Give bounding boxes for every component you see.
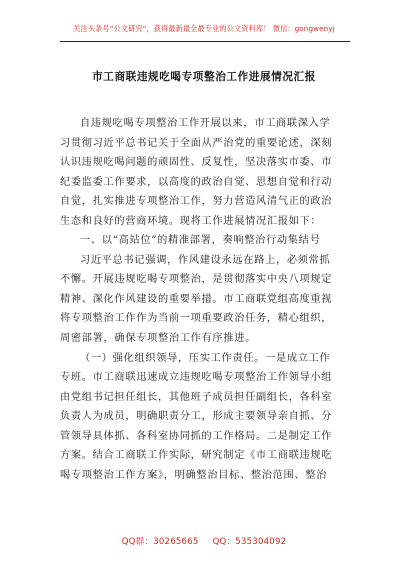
header-divider — [60, 41, 350, 42]
qq-number-text: QQ：535304092 — [212, 537, 287, 547]
document-title: 市工商联违规吃喝专项整治工作进展情况汇报 — [92, 71, 316, 83]
paragraph-line: 负责人为成员，明确职责分工，形成主要领导亲自抓、分 — [60, 411, 333, 423]
paragraph-line: 认识违规吃喝问题的顽固性、反复性，坚决落实市委、市 — [60, 157, 333, 169]
paragraph-line: 精神、深化作风建设的重要举措。市工商联党组高度重视 — [60, 293, 333, 305]
paragraph-line: 纪委监委工作要求，以高度的政治自觉、思想自觉和行动 — [60, 176, 333, 188]
paragraph-line: 自违规吃喝专项整治工作开展以来，市工商联深入学 — [80, 118, 331, 129]
paragraph-line: 不懈。开展违规吃喝专项整治，是贯彻落实中央八项规定 — [60, 274, 333, 286]
paragraph-line: （一）强化组织领导，压实工作责任。一是成立工作 — [80, 352, 331, 364]
paragraph-line: 专班。市工商联迅速成立违规吃喝专项整治工作领导小组 — [60, 372, 333, 384]
paragraph-line: 方案。结合工商联工作实际，研究制定《市工商联违规吃 — [60, 450, 333, 462]
document-body — [60, 114, 352, 485]
paragraph-line: 管领导具体抓、各科室协同抓的工作格局。二是制定工作 — [60, 430, 333, 442]
paragraph-line: 习近平总书记强调，作风建设永远在路上，必须常抓 — [80, 254, 331, 266]
paragraph-line: 由党组书记担任组长，其他班子成员担任副组长，各科室 — [60, 391, 333, 403]
promo-banner: 关注头条号“公文研究”，获得最新最全最专业的公文资料库！ 微信：gongwenyj — [73, 24, 335, 33]
paragraph-line: 自觉，扎实推进专项整治工作，努力营造风清气正的政治 — [60, 196, 333, 208]
paragraph-line: 习贯彻习近平总书记关于全面从严治党的重要论述，深刻 — [60, 137, 333, 149]
paragraph-line: 周密部署，确保专项整治工作有序推进。 — [60, 333, 256, 345]
section-heading: 一、以“高站位”的精准部署，奏响整治行动集结号 — [80, 235, 321, 247]
paragraph-line: 将专项整治工作作为当前一项重要政治任务，精心组织， — [60, 313, 333, 325]
qq-group-text: QQ群：30265665 — [121, 537, 199, 547]
footer-contact — [0, 535, 408, 547]
paragraph-line: 喝专项整治工作方案》，明确整治目标、整治范围、整治 — [60, 469, 328, 481]
paragraph-line: 生态和良好的营商环境。现将工作进展情况汇报如下： — [60, 215, 322, 227]
